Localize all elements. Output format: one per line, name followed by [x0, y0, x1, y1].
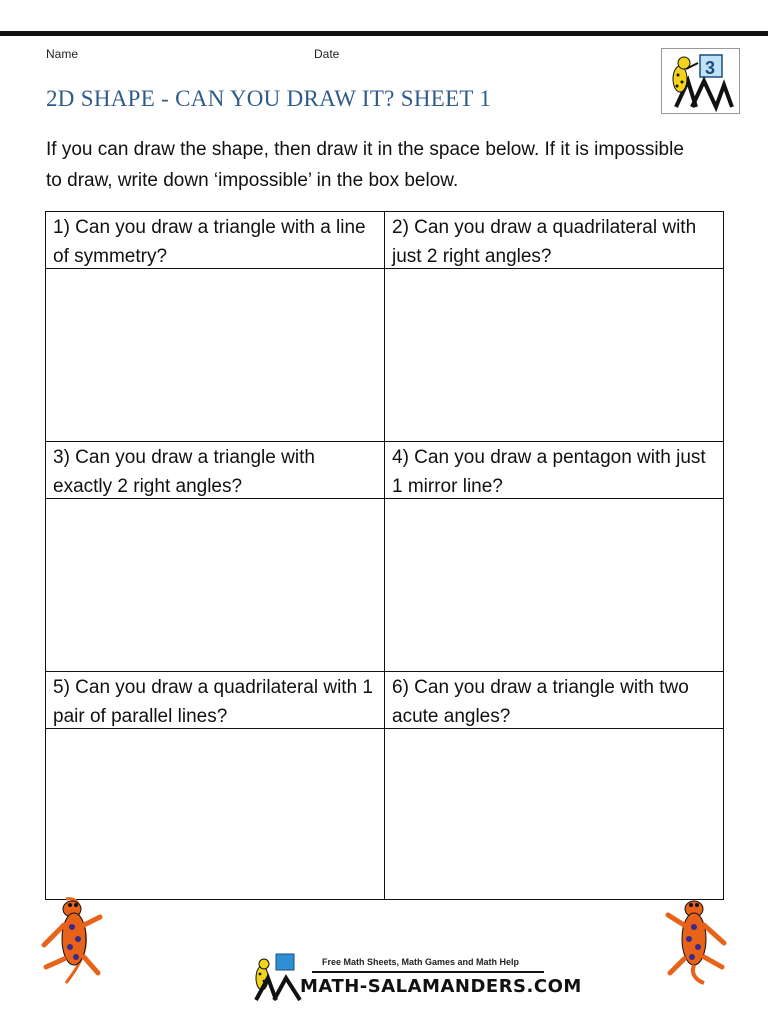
salamander-logo-icon	[662, 49, 739, 113]
question-1: 1) Can you draw a triangle with a line of symmetry?	[53, 217, 366, 267]
math-salamanders-logo	[661, 48, 740, 114]
question-4: 4) Can you draw a pentagon with just 1 mirror line?	[392, 447, 706, 497]
date-label: Date	[314, 47, 340, 61]
question-grid	[45, 211, 724, 900]
answer-box-1[interactable]	[46, 269, 385, 442]
answer-box-5[interactable]	[46, 729, 385, 900]
instructions: If you can draw the shape, then draw it in the space below. If it is impossible to draw, write down ‘impossible’ in the box below.	[46, 139, 684, 191]
name-label: Name	[46, 47, 79, 61]
answer-box-4[interactable]	[385, 499, 724, 672]
question-3: 3) Can you draw a triangle with exactly 2 right angles?	[53, 447, 315, 497]
footer-rule	[312, 971, 544, 973]
question-2: 2) Can you draw a quadrilateral with just 2 right angles?	[392, 217, 697, 267]
salamander-right-icon	[660, 895, 732, 985]
answer-box-3[interactable]	[46, 499, 385, 672]
logo-number: 3	[705, 58, 716, 78]
answer-box-2[interactable]	[385, 269, 724, 442]
answer-box-6[interactable]	[385, 729, 724, 900]
footer-tagline: Free Math Sheets, Math Games and Math Help	[322, 957, 520, 967]
footer-logo-icon	[246, 952, 304, 1002]
question-5: 5) Can you draw a quadrilateral with 1 pair of parallel lines?	[53, 677, 374, 727]
page-title: 2D SHAPE - CAN YOU DRAW IT? SHEET 1	[46, 86, 492, 111]
question-6: 6) Can you draw a triangle with two acute angles?	[392, 677, 689, 727]
top-rule	[0, 31, 768, 36]
footer-brand[interactable]: MATH-SALAMANDERS.COM	[300, 976, 582, 997]
salamander-left-icon	[36, 895, 108, 985]
